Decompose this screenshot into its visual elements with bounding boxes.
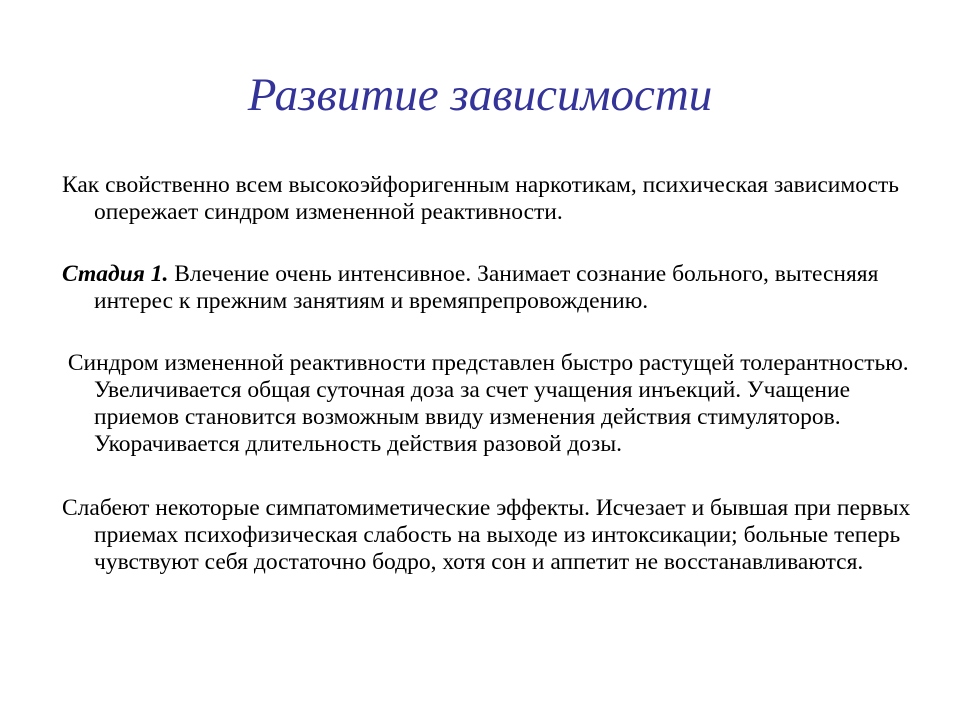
altered-reactivity-text: Синдром измененной реактивности представлен быстро растущей толерантностью. Увеличивается общая суточная доза за счет учащения инъекций. Учащение приемов становится возможным ввиду изменения действия стимуляторов. Укорачивается длительность действия разовой дозы. bbox=[67, 350, 909, 457]
slide-body bbox=[62, 172, 912, 576]
stage-1-label: Стадия 1. bbox=[62, 261, 169, 287]
paragraph-sympathomimetic-effects: Слабеют некоторые симпатомиметические эффекты. Исчезает и бывшая при первых приемах психофизическая слабость на выходе из интоксикации; больные теперь чувствуют себя достаточно бодро, хотя сон и аппетит не восстанавливаются. bbox=[62, 495, 911, 575]
paragraph-stage-1 bbox=[62, 261, 912, 315]
slide-title: Развитие зависимости bbox=[247, 69, 713, 121]
stage-1-text: Влечение очень интенсивное. Занимает сознание больного, вытесняяя интерес к прежним занятиям и времяпрепровождению. bbox=[94, 261, 879, 314]
paragraph-altered-reactivity bbox=[62, 350, 912, 458]
paragraph-psychic-dependence: Как свойственно всем высокоэйфоригенным наркотикам, психическая зависимость опережает синдром измененной реактивности. bbox=[62, 172, 899, 225]
